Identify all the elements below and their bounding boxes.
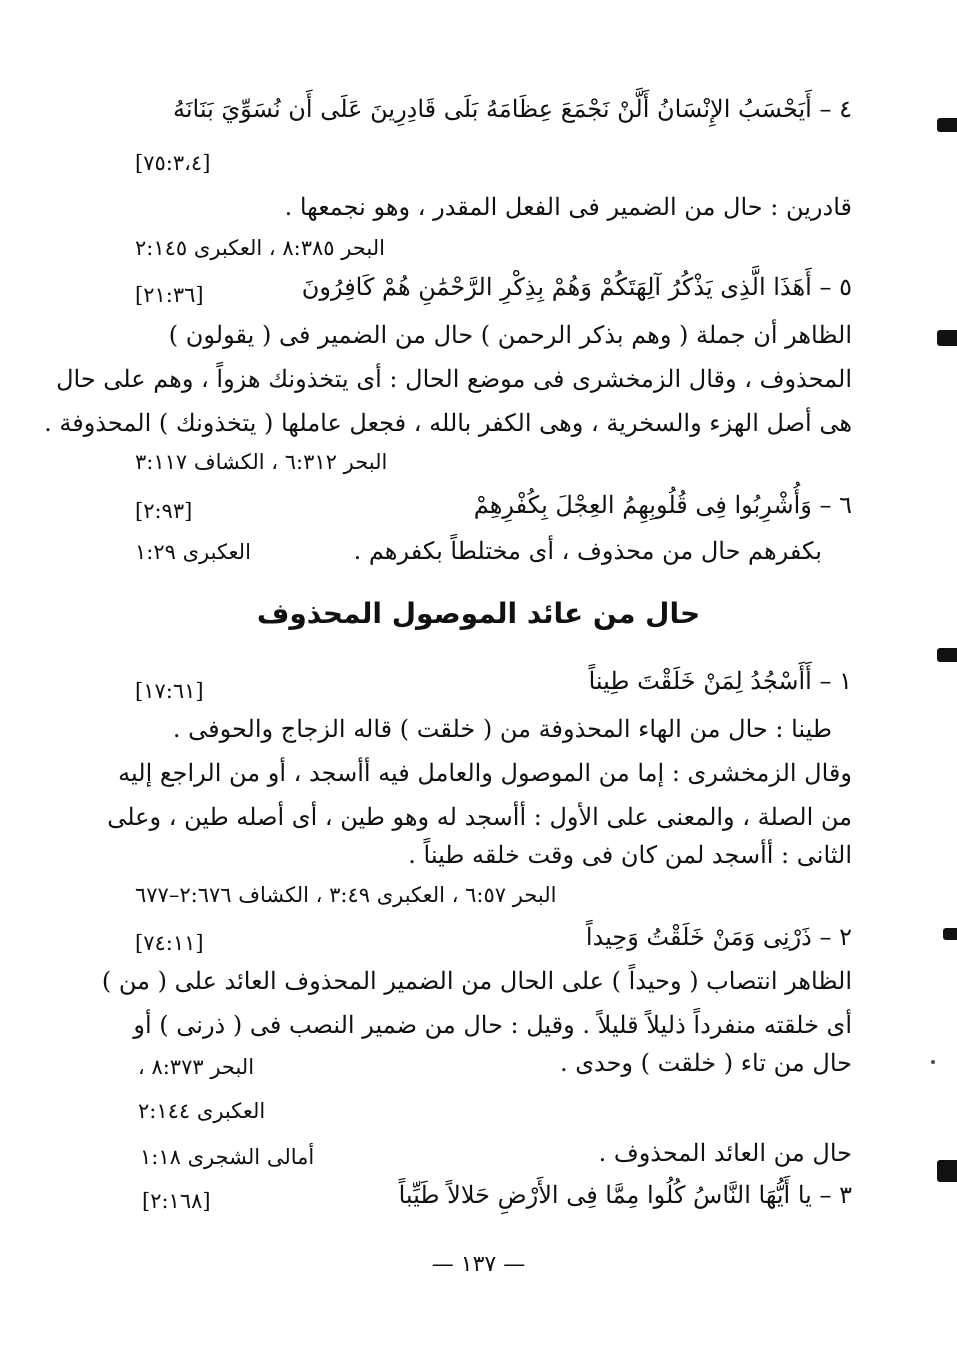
section-verse-3: ٣ – يا أَيُّهَا النَّاسُ كُلُوا مِمَّا فِى الأَرْضِ حَلالاً طَيِّباً <box>398 1181 852 1209</box>
section-verse-2-note-2: أى خلقته منفرداً ذليلاً قليلاً . وقيل : حال من ضمير النصب فى ( ذرنى ) أو <box>133 1011 852 1039</box>
section-verse-3-ref: [٢:١٦٨] <box>142 1189 211 1213</box>
section-verse-2-source-2: العكبرى ٢:١٤٤ <box>138 1099 266 1123</box>
section-verse-2-ref: [٧٤:١١] <box>135 931 204 955</box>
section-verse-2: ٢ – ذَرْنِى وَمَنْ خَلَقْتُ وَحِيداً <box>585 923 852 951</box>
section-verse-1-note-2: وقال الزمخشرى : إما من الموصول والعامل فيه أأسجد ، أو من الراجع إليه <box>118 759 852 787</box>
scan-mark <box>937 118 957 132</box>
section-verse-2-note-3: حال من تاء ( خلقت ) وحدى . <box>559 1049 852 1077</box>
section-verse-1-note-1: طينا : حال من الهاء المحذوفة من ( خلقت ) قاله الزجاج والحوفى . <box>172 715 832 743</box>
verse-5-source: البحر ٦:٣١٢ ، الكشاف ٣:١١٧ <box>135 450 388 474</box>
section-verse-2-note-extra: حال من العائد المحذوف . <box>598 1139 852 1167</box>
section-verse-2-source: البحر ٨:٣٧٣ ، <box>138 1055 255 1079</box>
scan-speck <box>931 1060 935 1064</box>
section-verse-2-note-1: الظاهر انتصاب ( وحيداً ) على الحال من الضمير المحذوف العائد على ( من ) <box>101 967 852 995</box>
section-heading: حال من عائد الموصول المحذوف <box>256 597 701 630</box>
section-verse-1-note-4: الثانى : أأسجد لمن كان فى وقت خلقه طيناً . <box>408 841 852 869</box>
verse-4: ٤ – أَيَحْسَبُ الإِنْسَانُ أَلَّنْ نَجْمَعَ عِظَامَهُ بَلَى قَادِرِينَ عَلَى أَن نُسَوِّيَ بَنَانَهُ <box>172 95 852 123</box>
verse-6-source: العكبرى ١:٢٩ <box>135 540 251 564</box>
verse-5-note-3: هى أصل الهزء والسخرية ، وهى الكفر بالله ، فجعل عاملها ( يتخذونك ) المحذوفة . <box>44 409 852 437</box>
verse-5-note-1: الظاهر أن جملة ( وهم بذكر الرحمن ) حال من الضمير فى ( يقولون ) <box>168 321 852 349</box>
scan-mark <box>937 330 957 346</box>
scan-mark <box>937 648 957 662</box>
verse-5: ٥ – أَهَذَا الَّذِى يَذْكُرُ آلِهَتَكُمْ وَهُمْ بِذِكْرِ الرَّحْمَٰنِ هُمْ كَافِرُونَ <box>301 273 852 301</box>
scan-mark <box>943 928 957 940</box>
section-verse-2-source-3: أمالى الشجرى ١:١٨ <box>140 1145 315 1169</box>
verse-5-ref: [٢١:٣٦] <box>135 283 204 307</box>
verse-4-ref: [٧٥:٣،٤] <box>135 151 211 175</box>
scan-mark <box>937 1160 957 1182</box>
verse-4-source: البحر ٨:٣٨٥ ، العكبرى ٢:١٤٥ <box>135 236 385 260</box>
section-verse-1-source: البحر ٦:٥٧ ، العكبرى ٣:٤٩ ، الكشاف ٢:٦٧٦–٦٧٧ <box>135 883 557 907</box>
verse-5-note-2: المحذوف ، وقال الزمخشرى فى موضع الحال : أى يتخذونك هزواً ، وهم على حال <box>56 365 852 393</box>
section-verse-1: ١ – أَأَسْجُدُ لِمَنْ خَلَقْتَ طِيناً <box>588 667 852 695</box>
verse-6: ٦ – وَأُشْرِبُوا فِى قُلُوبِهِمُ العِجْلَ بِكُفْرِهِمْ <box>473 491 852 519</box>
section-verse-1-note-3: من الصلة ، والمعنى على الأول : أأسجد له وهو طين ، أى أصله طين ، وعلى <box>107 803 852 831</box>
section-verse-1-ref: [١٧:٦١] <box>135 679 204 703</box>
verse-6-note-1: بكفرهم حال من محذوف ، أى مختلطاً بكفرهم . <box>353 537 822 565</box>
page-number: — ١٣٧ — <box>431 1252 526 1277</box>
verse-4-note-1: قادرين : حال من الضمير فى الفعل المقدر ، وهو نجمعها . <box>284 193 852 221</box>
verse-6-ref: [٢:٩٣] <box>135 499 193 523</box>
